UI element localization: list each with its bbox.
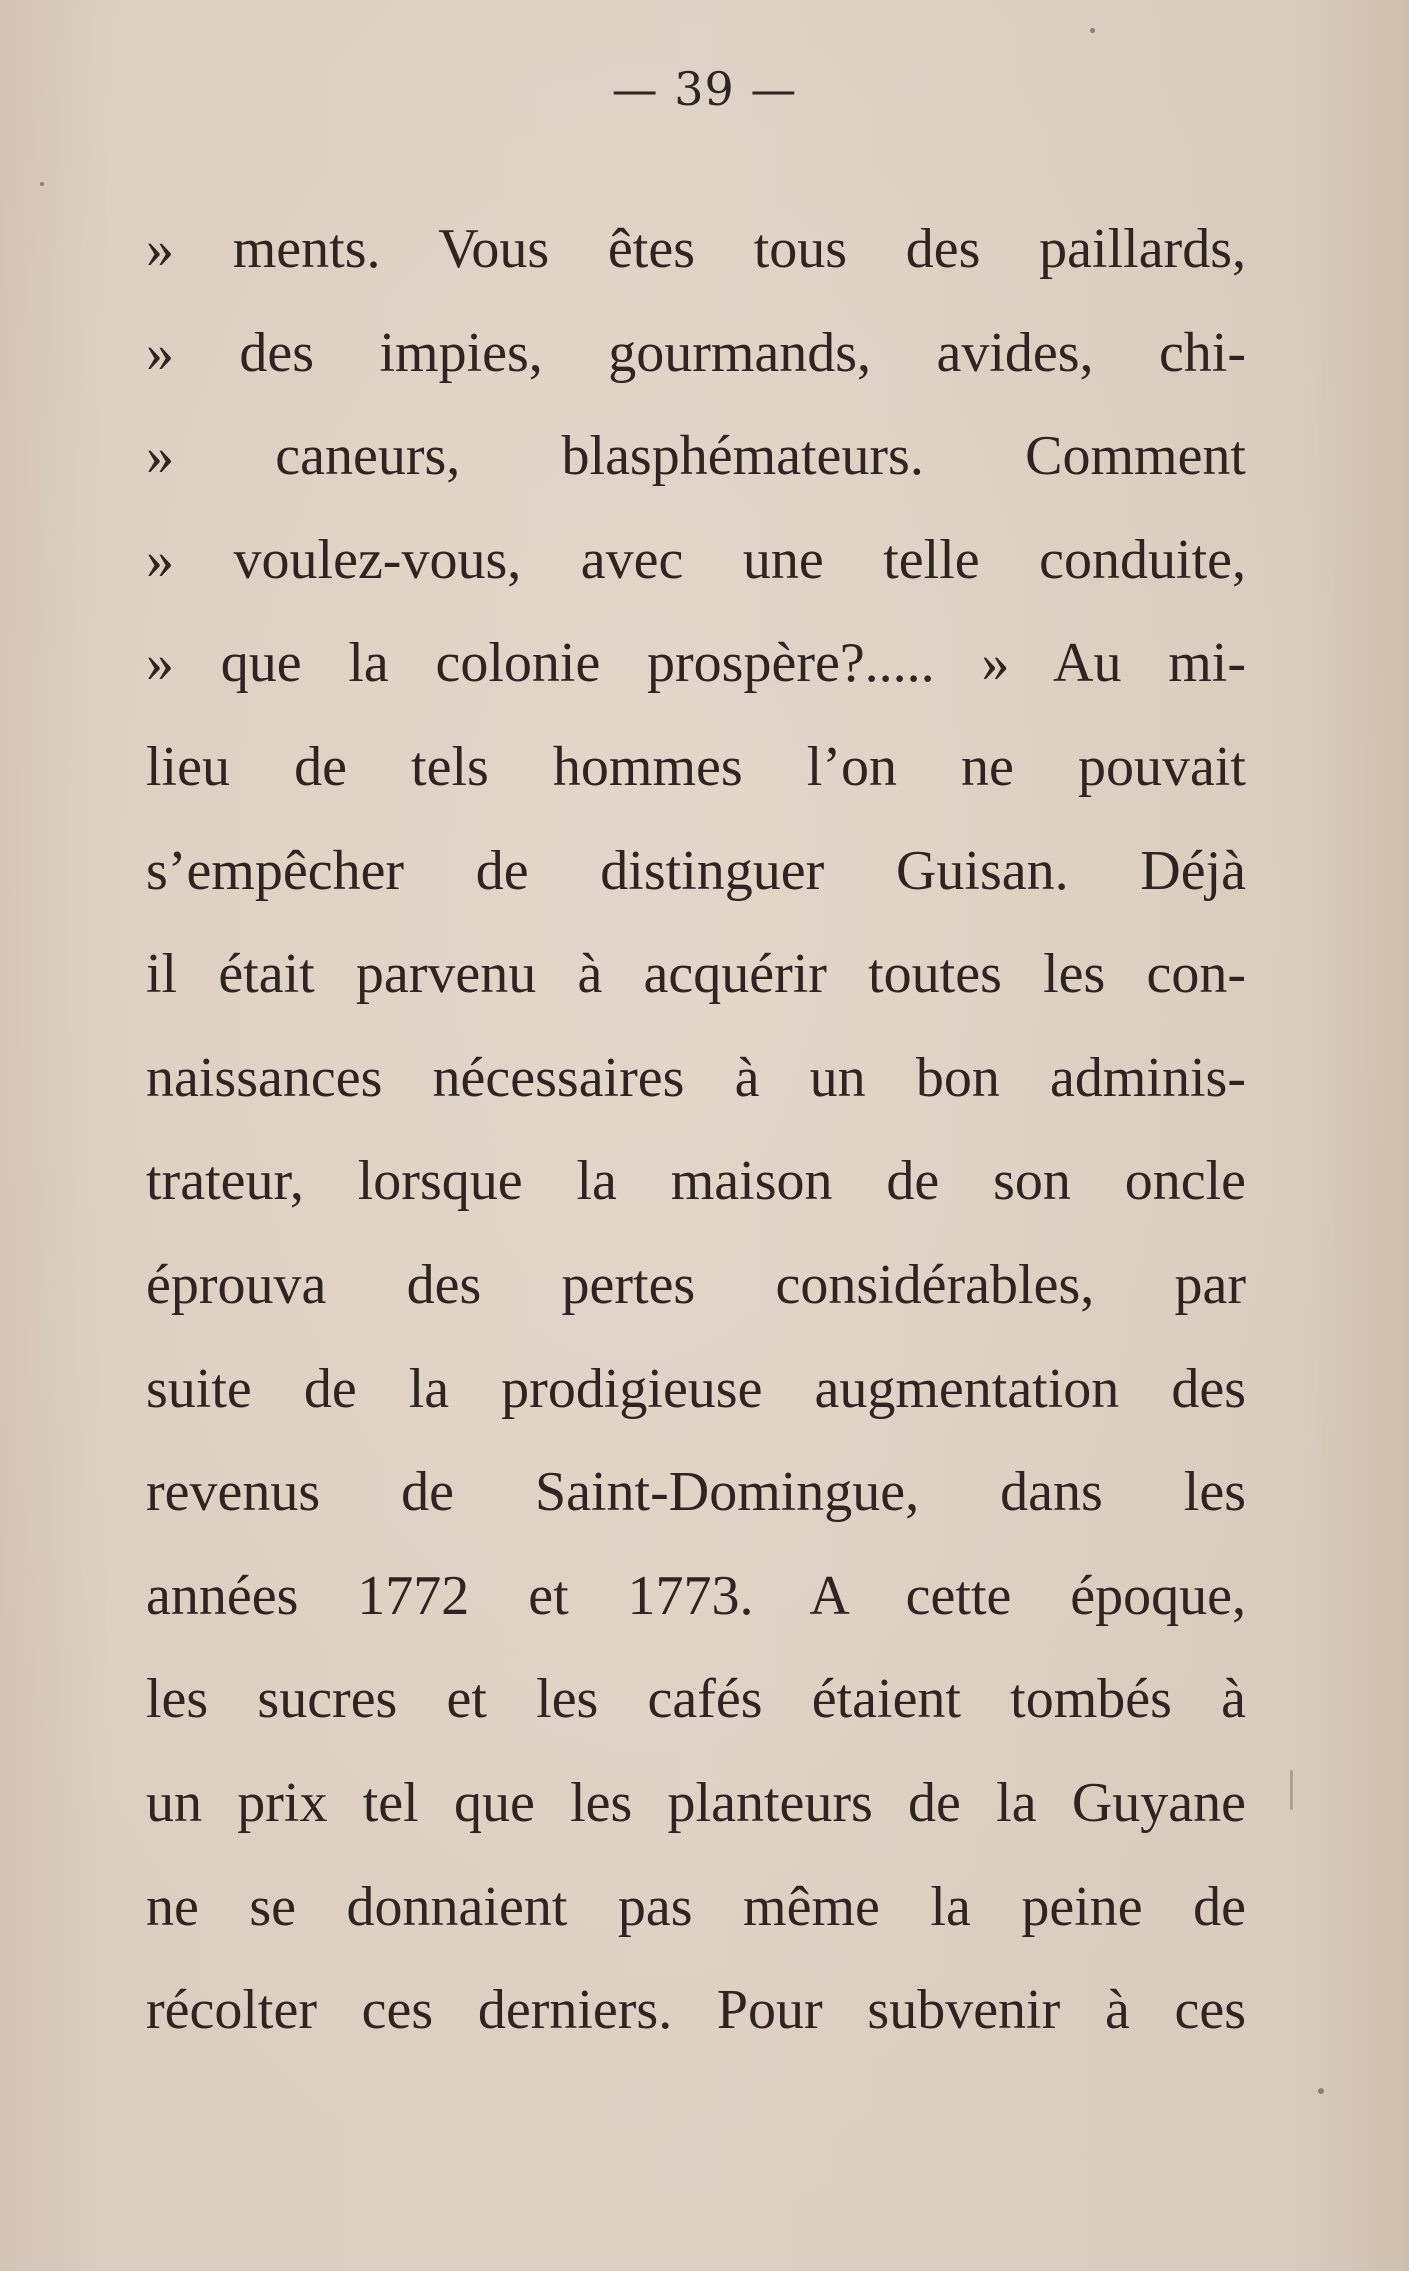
body-text [146, 198, 1246, 2063]
text-line: s’empêcher de distinguer Guisan. Déjà [146, 839, 1246, 902]
text-line: années 1772 et 1773. A cette époque, [146, 1564, 1246, 1627]
text-line: il était parvenu à acquérir toutes les con- [146, 943, 1246, 1006]
text-line: » des impies, gourmands, avides, chi- [146, 321, 1246, 384]
page-number: — 39 — [611, 62, 798, 116]
text-line: les sucres et les cafés étaient tombés à [146, 1668, 1246, 1731]
text-line: » que la colonie prospère?..... » Au mi- [146, 632, 1246, 695]
paper-speck [1318, 2088, 1324, 2094]
text-line: » caneurs, blasphémateurs. Comment [146, 425, 1246, 488]
text-line: revenus de Saint-Domingue, dans les [146, 1461, 1246, 1524]
paper-speck [1290, 1770, 1293, 1810]
text-line: trateur, lorsque la maison de son oncle [146, 1150, 1246, 1213]
text-line: éprouva des pertes considérables, par [146, 1253, 1246, 1316]
text-line: » voulez-vous, avec une telle conduite, [146, 528, 1246, 591]
paper-speck [1090, 28, 1095, 33]
text-line: un prix tel que les planteurs de la Guyane [146, 1771, 1246, 1834]
text-line: récolter ces derniers. Pour subvenir à ces [146, 1979, 1246, 2042]
text-line: ne se donnaient pas même la peine de [146, 1875, 1246, 1938]
text-line: naissances nécessaires à un bon adminis- [146, 1046, 1246, 1109]
text-line: lieu de tels hommes l’on ne pouvait [146, 735, 1246, 798]
paper-speck [40, 182, 44, 186]
text-line: » ments. Vous êtes tous des paillards, [146, 218, 1246, 280]
text-line: suite de la prodigieuse augmentation des [146, 1357, 1246, 1420]
